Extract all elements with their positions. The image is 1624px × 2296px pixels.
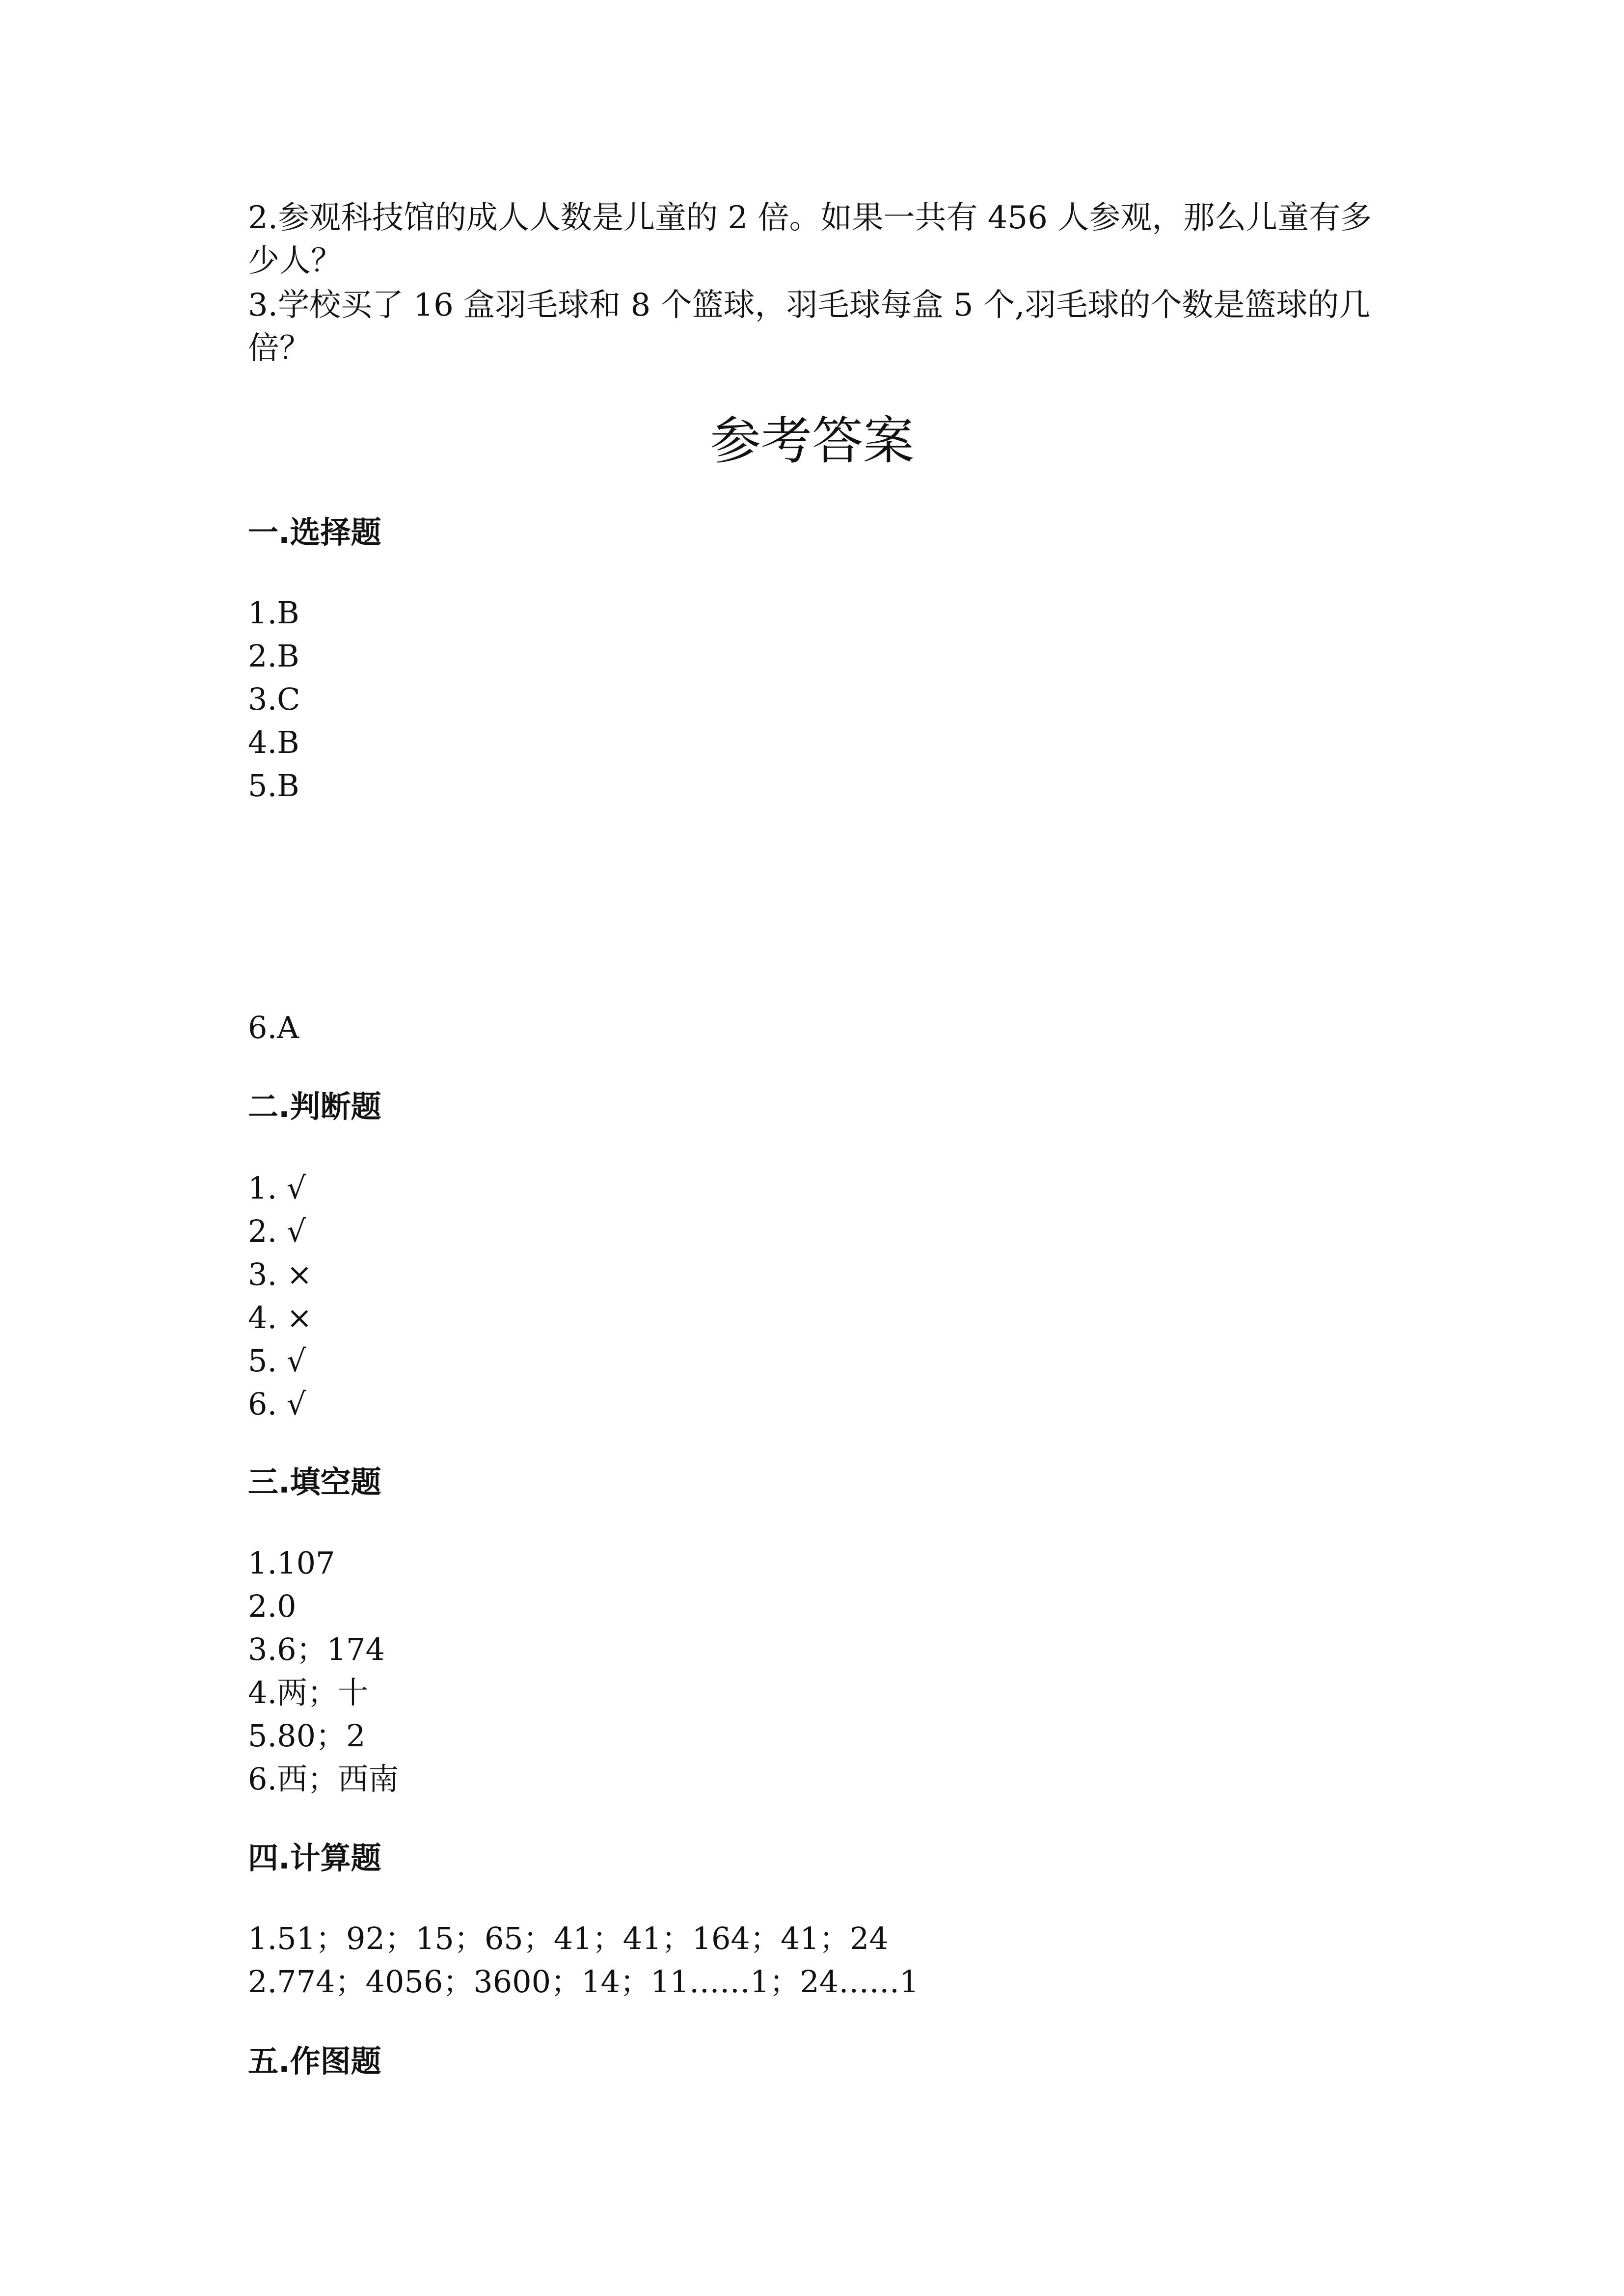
- section-heading-fill-in-blank: 三.填空题: [248, 1464, 381, 1500]
- answer-line: 6.A: [248, 1010, 299, 1045]
- question-3-text: 3.学校买了 16 盒羽毛球和 8 个篮球，羽毛球每盒 5 个,羽毛球的个数是篮球的几倍？: [248, 287, 1371, 367]
- question-2-text: 2.参观科技馆的成人人数是儿童的 2 倍。如果一共有 456 人参观，那么儿童有多少人？: [248, 200, 1372, 279]
- answer-line: 3.6；174: [248, 1631, 385, 1667]
- section-heading-true-false: 二.判断题: [248, 1089, 381, 1124]
- section-heading-multiple-choice: 一.选择题: [248, 514, 381, 550]
- answer-line: 5.80；2: [248, 1718, 366, 1754]
- answer-line: 1.51；92；15；65；41；41；164；41；24: [248, 1921, 889, 1956]
- answer-line: 2.B: [248, 638, 299, 674]
- answer-line: 1.B: [248, 595, 299, 631]
- answer-line: 4.B: [248, 724, 299, 760]
- answer-line: 1. √: [248, 1170, 306, 1206]
- answer-line: 2.0: [248, 1588, 297, 1624]
- answer-line: 6. √: [248, 1386, 306, 1422]
- answer-line: 1.107: [248, 1545, 335, 1581]
- answer-line: 2.774；4056；3600；14；11……1；24……1: [248, 1964, 919, 2000]
- answer-line: 6.西；西南: [248, 1761, 399, 1797]
- answer-line: 3. ×: [248, 1256, 312, 1292]
- answer-line: 4.两；十: [248, 1675, 369, 1710]
- answer-line: 4. ×: [248, 1300, 312, 1335]
- answer-line: 2. √: [248, 1213, 306, 1249]
- answer-line: 3.C: [248, 681, 300, 717]
- answer-key-title: 参考答案: [709, 411, 914, 471]
- answer-line: 5.B: [248, 768, 299, 803]
- section-heading-calculation: 四.计算题: [248, 1840, 381, 1876]
- section-heading-drawing: 五.作图题: [248, 2043, 381, 2079]
- answer-line: 5. √: [248, 1343, 306, 1379]
